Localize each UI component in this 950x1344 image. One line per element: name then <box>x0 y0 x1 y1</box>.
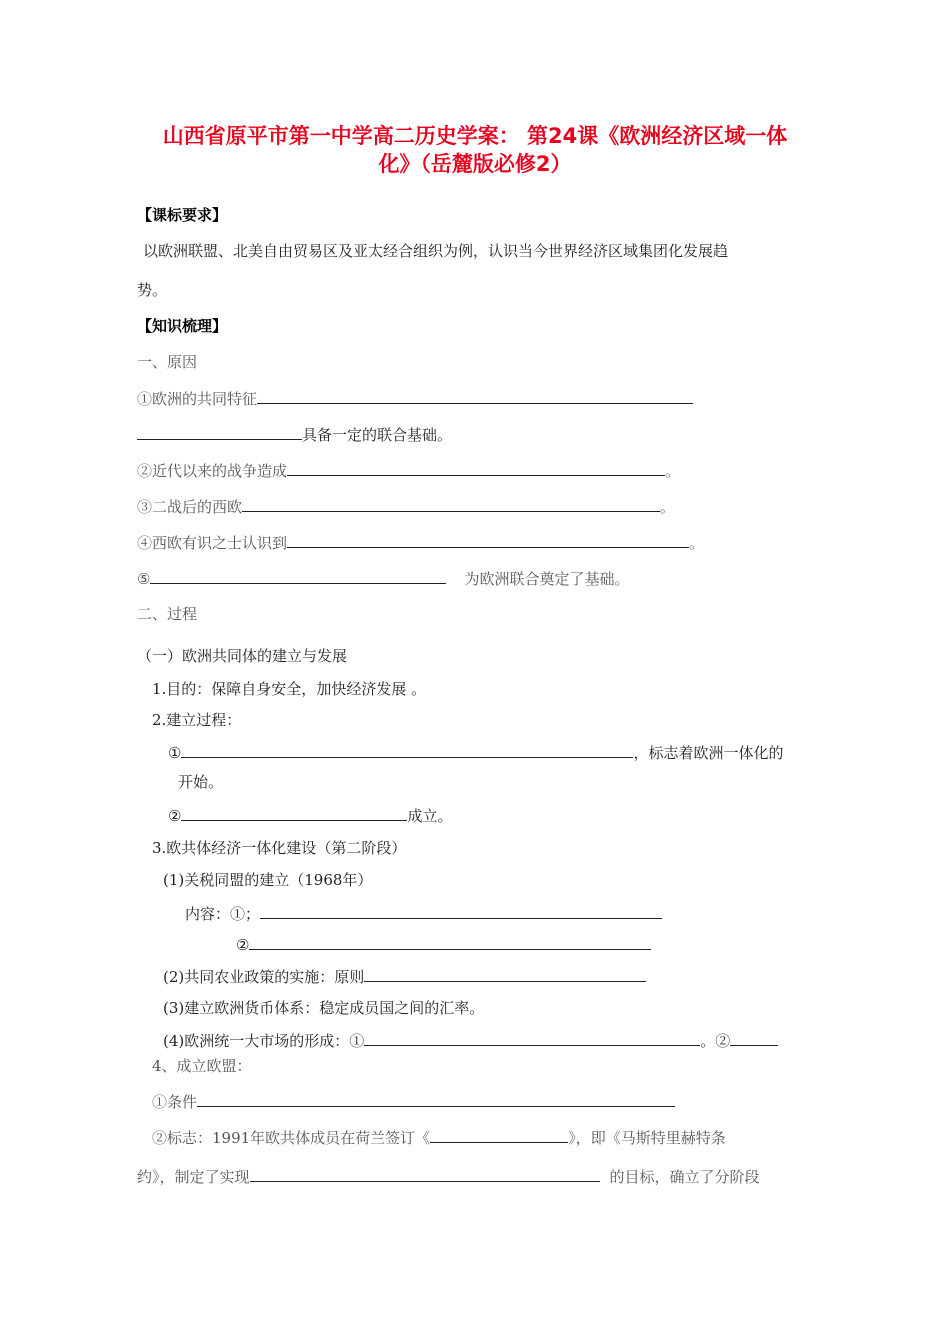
process-p3-1-c2: ② <box>236 936 250 954</box>
reason-5-suffix: 为欧洲联合奠定了基础。 <box>464 570 630 588</box>
reason-5-prefix: ⑤ <box>137 570 151 588</box>
reason-2-prefix: ②近代以来的战争造成 <box>137 462 288 480</box>
reason-3-end: 。 <box>660 498 676 516</box>
reason-1-blank-2[interactable] <box>137 424 302 440</box>
process-p4: 4、成立欧盟： <box>152 1057 252 1075</box>
process-p4-2-prefix: ②标志：1991年欧共体成员在荷兰签订《 <box>152 1129 431 1147</box>
process-p3-1-blank-1[interactable] <box>260 903 662 919</box>
reason-4-blank[interactable] <box>287 532 689 548</box>
process-p3-1-content: 内容：①； <box>185 905 261 923</box>
process-p3: 3.欧共体经济一体化建设（第二阶段） <box>152 839 407 857</box>
process-p2-2-blank[interactable] <box>181 805 407 821</box>
process-p2-1-blank[interactable] <box>181 742 633 758</box>
process-p3-2-blank[interactable] <box>364 966 646 982</box>
process-p2-1-prefix: ① <box>168 744 182 762</box>
process-p4-1-blank[interactable] <box>197 1091 675 1107</box>
process-p3-4-line <box>163 1030 778 1051</box>
process-sub-1: （一）欧洲共同体的建立与发展 <box>137 647 348 665</box>
process-p3-3: (3)建立欧洲货币体系：稳定成员国之间的汇率。 <box>163 999 485 1017</box>
process-p3-4-blank-1[interactable] <box>364 1030 700 1046</box>
requirements-heading: 【课标要求】 <box>137 206 228 224</box>
reason-2-end: 。 <box>665 462 681 480</box>
process-p2: 2.建立过程： <box>152 711 242 729</box>
process-p3-1-content-line <box>185 903 662 924</box>
reason-1-prefix: ①欧洲的共同特征 <box>137 390 258 408</box>
requirements-text-line2: 势。 <box>137 281 168 299</box>
process-p2-1-line <box>168 742 783 763</box>
process-p3-4-prefix: (4)欧洲统一大市场的形成：① <box>163 1032 365 1050</box>
reason-2-blank[interactable] <box>287 460 665 476</box>
process-p2-2-line <box>168 805 452 826</box>
process-p3-1-blank-2[interactable] <box>249 934 651 950</box>
document-title-line1: 山西省原平市第一中学高二历史学案： 第24课《欧洲经济区域一体 <box>162 124 788 148</box>
process-p3-2: (2)共同农业政策的实施：原则 <box>163 968 365 986</box>
process-p3-4-blank-2[interactable] <box>730 1030 778 1046</box>
reasons-heading: 一、原因 <box>137 353 198 371</box>
process-p4-2-line <box>152 1127 726 1148</box>
process-p4-3-blank[interactable] <box>250 1166 600 1182</box>
process-p3-1: (1)关税同盟的建立（1968年） <box>163 871 373 889</box>
reason-4-end: 。 <box>689 534 705 552</box>
process-p1: 1.目的：保障自身安全，加快经济发展 。 <box>152 680 427 698</box>
process-p4-3-line <box>137 1166 760 1187</box>
process-p4-1: ①条件 <box>152 1093 198 1111</box>
process-p4-2-suffix: 》，即《马斯特里赫特条 <box>568 1129 726 1147</box>
process-p4-3-prefix: 约》，制定了实现 <box>137 1168 250 1186</box>
reason-3-blank[interactable] <box>242 496 660 512</box>
reason-5-blank[interactable] <box>150 568 446 584</box>
reason-1-blank[interactable] <box>257 388 693 404</box>
document-title-line2: 化》（岳麓版必修2） <box>378 152 572 176</box>
reason-3-line <box>137 496 675 517</box>
process-heading: 二、过程 <box>137 605 198 623</box>
reason-1-line <box>137 388 693 409</box>
reason-3-prefix: ③二战后的西欧 <box>137 498 243 516</box>
reason-4-prefix: ④西欧有识之士认识到 <box>137 534 288 552</box>
reason-1-suffix: 具备一定的联合基础。 <box>302 426 453 444</box>
process-p3-4-mid: 。② <box>700 1032 731 1050</box>
knowledge-heading: 【知识梳理】 <box>137 317 228 335</box>
process-p2-1-suffix: ，标志着欧洲一体化的 <box>633 744 784 762</box>
process-p4-2-blank[interactable] <box>430 1127 568 1143</box>
process-p2-1-cont: 开始。 <box>178 773 224 791</box>
reason-4-line <box>137 532 704 553</box>
reason-1-cont <box>137 424 452 445</box>
reason-5-line <box>137 568 629 589</box>
process-p2-2-suffix: 成立。 <box>407 807 453 825</box>
process-p4-1-line <box>152 1091 675 1112</box>
process-p3-2-line <box>163 966 646 987</box>
requirements-text-line1: 以欧洲联盟、北美自由贸易区及亚太经合组织为例，认识当今世界经济区域集团化发展趋 <box>143 242 729 260</box>
process-p2-2-prefix: ② <box>168 807 182 825</box>
process-p4-3-suffix: 的目标，确立了分阶段 <box>609 1168 760 1186</box>
reason-2-line <box>137 460 680 481</box>
process-p3-1-c2-line <box>236 934 651 955</box>
